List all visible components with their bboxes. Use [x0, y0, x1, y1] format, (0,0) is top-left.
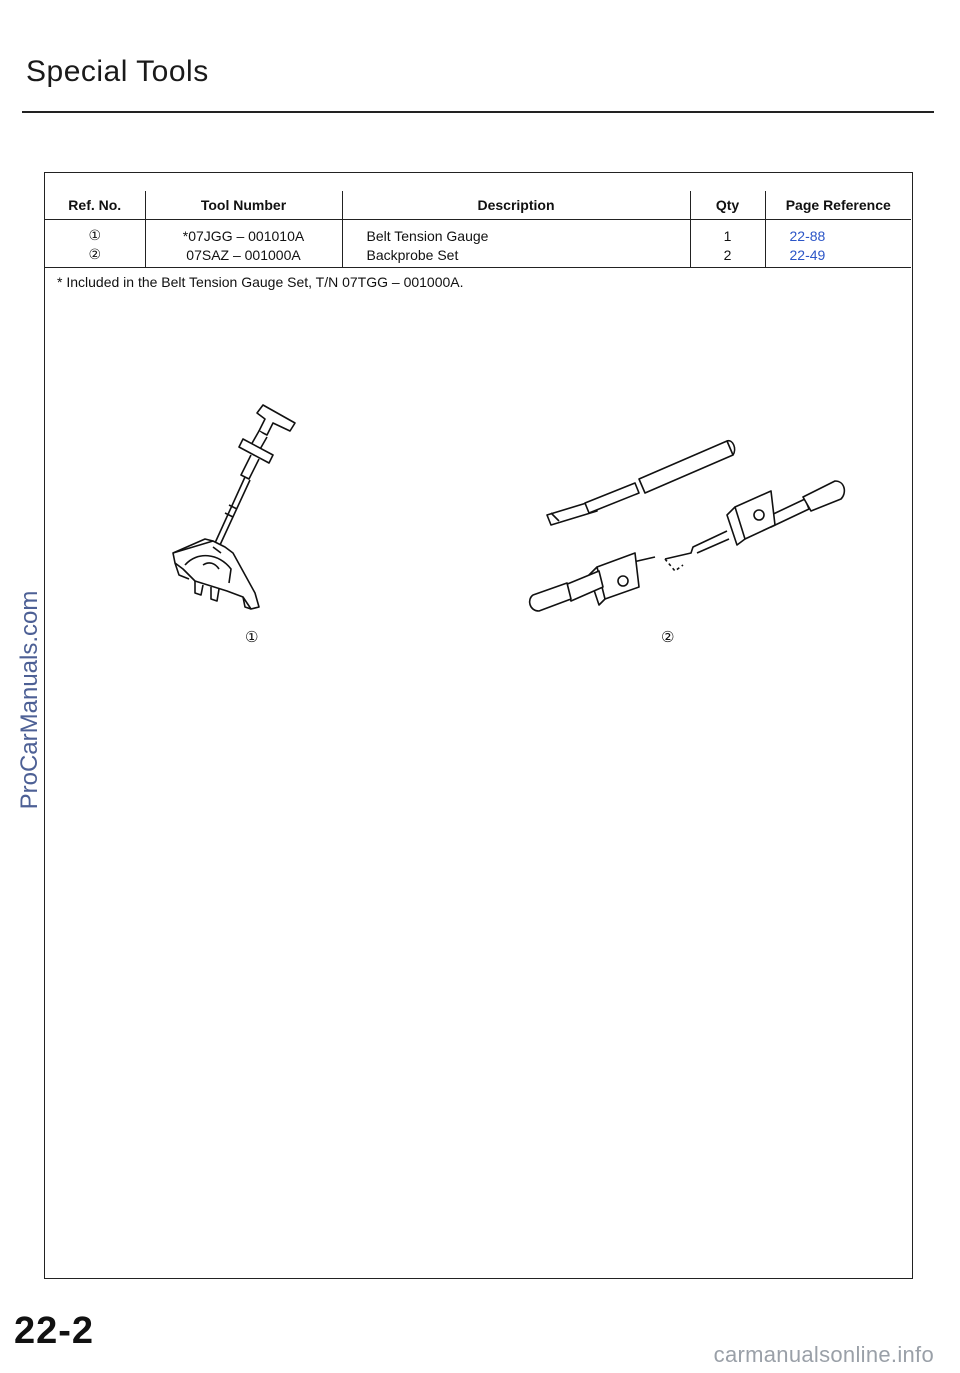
header-page-reference: Page Reference — [765, 191, 911, 220]
cell-tool-number: *07JGG – 001010A — [145, 220, 342, 246]
side-watermark — [12, 560, 48, 840]
special-tools-table — [45, 191, 911, 268]
backprobe-set-illustration — [505, 435, 855, 615]
table-footnote: * Included in the Belt Tension Gauge Set, T/N 07TGG – 001000A. — [57, 274, 464, 290]
title-divider — [22, 111, 934, 113]
header-description: Description — [342, 191, 690, 220]
cell-tool-number: 07SAZ – 001000A — [145, 245, 342, 268]
backprobe-callout: ② — [661, 629, 675, 646]
footer-watermark: carmanualsonline.info — [713, 1342, 934, 1367]
cell-qty: 2 — [690, 245, 765, 268]
page-reference-link[interactable]: 22-49 — [765, 245, 911, 268]
content-frame — [44, 172, 913, 1279]
header-ref-no: Ref. No. — [45, 191, 145, 220]
side-watermark-text: ProCarManuals.com — [16, 590, 43, 810]
cell-description: Backprobe Set — [342, 245, 690, 268]
cell-ref: ② — [45, 245, 145, 268]
table-row — [45, 245, 911, 268]
header-tool-number: Tool Number — [145, 191, 342, 220]
header-qty: Qty — [690, 191, 765, 220]
cell-description: Belt Tension Gauge — [342, 220, 690, 246]
page-reference-link[interactable]: 22-88 — [765, 220, 911, 246]
page-number: 22-2 — [14, 1310, 95, 1352]
belt-tension-gauge-illustration — [155, 393, 325, 618]
cell-ref: ① — [88, 227, 102, 243]
gauge-callout: ① — [245, 629, 259, 646]
table-row — [45, 220, 911, 246]
cell-qty: 1 — [690, 220, 765, 246]
table-header-row — [45, 191, 911, 220]
page-title: Special Tools — [26, 55, 209, 88]
